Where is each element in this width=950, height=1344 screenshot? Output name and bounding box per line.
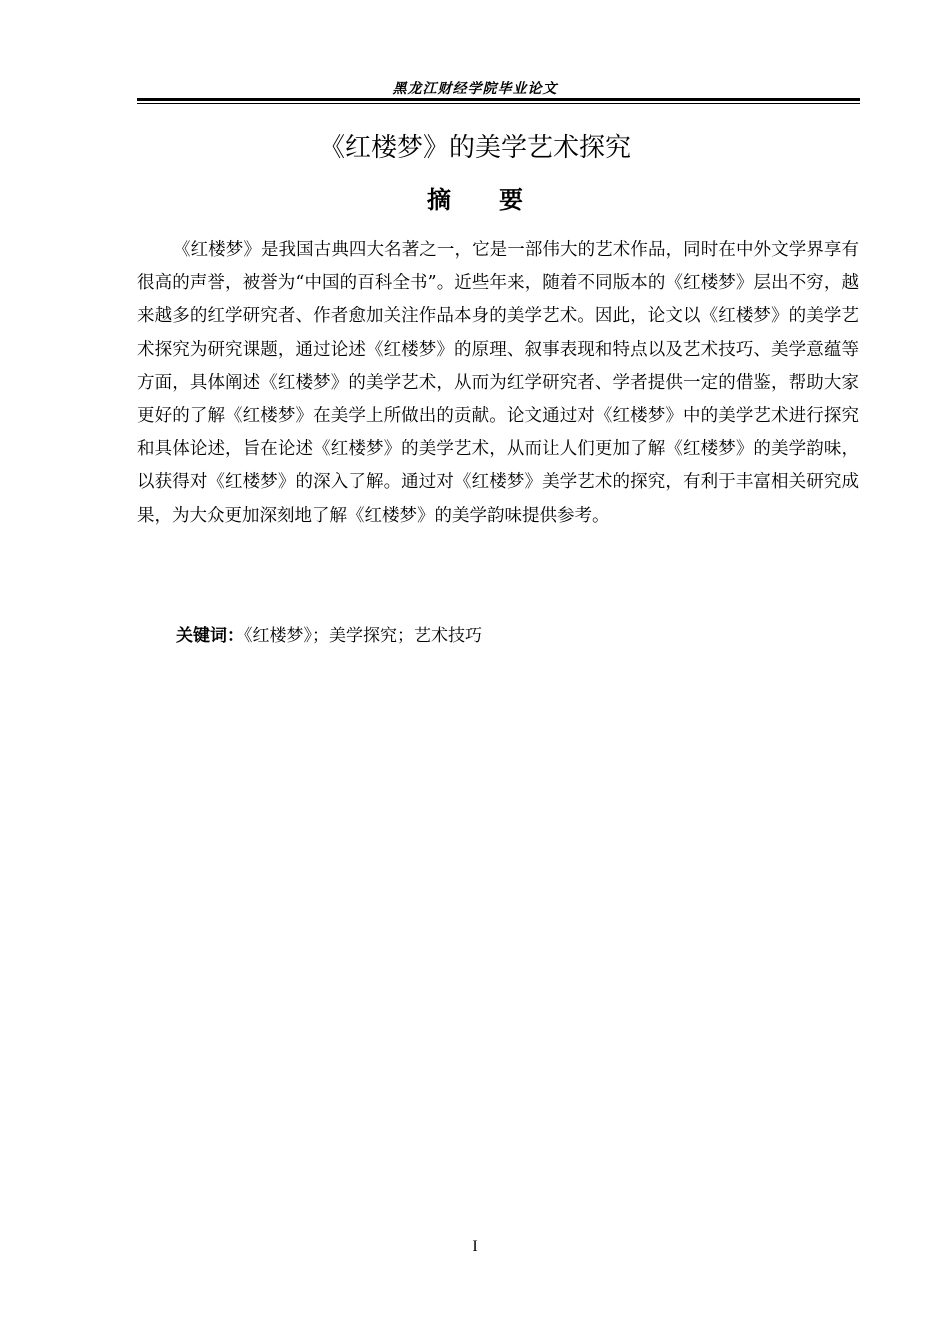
keywords-line xyxy=(176,622,860,650)
page-number: I xyxy=(472,1238,478,1255)
header-rule-thick xyxy=(137,98,860,101)
keywords-label: 关键词： xyxy=(176,626,244,646)
paper-title: 《红楼梦》的美学艺术探究 xyxy=(318,133,631,163)
abstract-heading: 摘要 xyxy=(427,186,571,214)
abstract-paragraph: 《红楼梦》是我国古典四大名著之一，它是一部伟大的艺术作品，同时在中外文学界享有很高的声誉，被誉为“中国的百科全书”。近些年来，随着不同版本的《红楼梦》层出不穷，越来越多的红学研究者、作者愈加关注作品本身的美学艺术。因此，论文以《红楼梦》的美学艺术探究为研究课题，通过论述《红楼梦》的原理、叙事表现和特点以及艺术技巧、美学意蕴等方面，具体阐述《红楼梦》的美学艺术，从而为红学研究者、学者提供一定的借鉴，帮助大家更好的了解《红楼梦》在美学上所做出的贡献。论文通过对《红楼梦》中的美学艺术进行探究和具体论述，旨在论述《红楼梦》的美学艺术，从而让人们更加了解《红楼梦》的美学韵味，以获得对《红楼梦》的深入了解。通过对《红楼梦》美学艺术的探究，有利于丰富相关研究成果，为大众更加深刻地了解《红楼梦》的美学韵味提供参考。 xyxy=(137,240,859,526)
running-header: 黑龙江财经学院毕业论文 xyxy=(392,81,558,97)
keywords-value: 《红楼梦》；美学探究；艺术技巧 xyxy=(244,626,482,646)
header-rule-thin xyxy=(137,103,860,104)
